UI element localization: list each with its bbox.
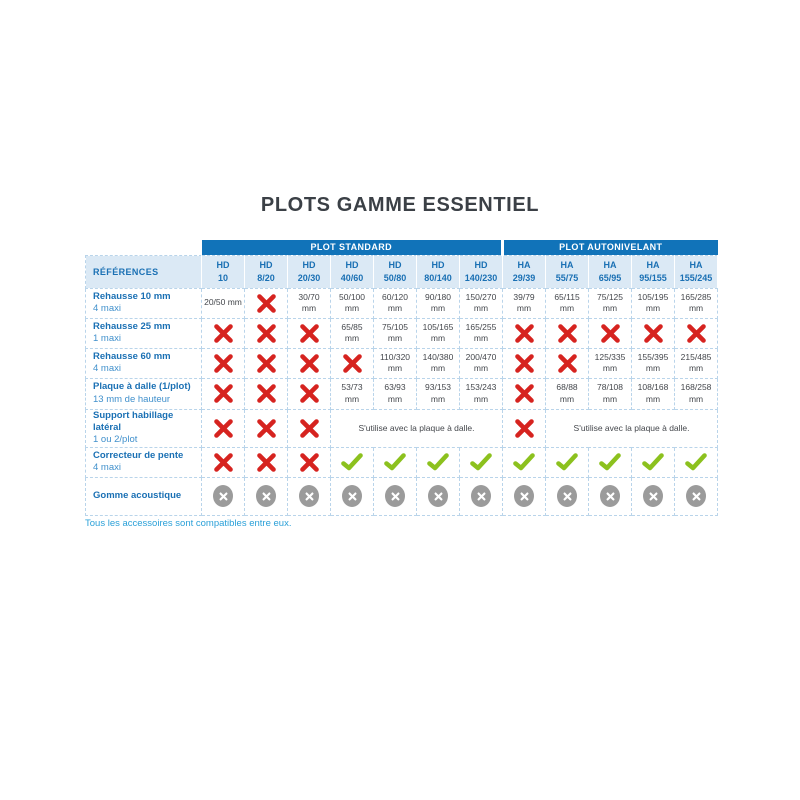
value-cell: 125/335 mm bbox=[589, 348, 632, 378]
incompatible-cell bbox=[288, 378, 331, 409]
row-label: Correcteur de pente 4 maxi bbox=[86, 447, 202, 477]
table-row bbox=[86, 477, 718, 515]
table-body bbox=[86, 288, 718, 515]
compatible-cell bbox=[675, 447, 718, 477]
incompatible-cell bbox=[503, 378, 546, 409]
table-row bbox=[86, 348, 718, 378]
red-cross-icon bbox=[299, 419, 320, 438]
red-cross-icon bbox=[213, 419, 234, 438]
value-cell: 105/165 mm bbox=[417, 318, 460, 348]
value-cell: 93/153 mm bbox=[417, 378, 460, 409]
value-cell: 165/285 mm bbox=[675, 288, 718, 318]
value-cell: 68/88 mm bbox=[546, 378, 589, 409]
acoustic-pad-cell bbox=[460, 477, 503, 515]
incompatible-cell bbox=[503, 348, 546, 378]
row-label: Support habillage latéral 1 ou 2/plot bbox=[86, 409, 202, 447]
red-cross-icon bbox=[299, 324, 320, 343]
incompatible-cell bbox=[245, 447, 288, 477]
red-cross-icon bbox=[342, 354, 363, 373]
table-row bbox=[86, 378, 718, 409]
value-cell: 75/125 mm bbox=[589, 288, 632, 318]
value-cell: 20/50 mm bbox=[202, 288, 245, 318]
column-header-hd-50-80: HD 50/80 bbox=[374, 255, 417, 288]
red-cross-icon bbox=[600, 324, 621, 343]
gray-cross-badge-icon bbox=[471, 485, 491, 507]
column-header-hd-40-60: HD 40/60 bbox=[331, 255, 374, 288]
incompatible-cell bbox=[546, 318, 589, 348]
incompatible-cell bbox=[503, 318, 546, 348]
incompatible-cell bbox=[589, 318, 632, 348]
gray-cross-badge-icon bbox=[213, 485, 233, 507]
row-label: Plaque à dalle (1/plot) 13 mm de hauteur bbox=[86, 378, 202, 409]
compatible-cell bbox=[503, 447, 546, 477]
green-check-icon bbox=[642, 453, 664, 471]
red-cross-icon bbox=[514, 419, 535, 438]
acoustic-pad-cell bbox=[503, 477, 546, 515]
compatible-cell bbox=[374, 447, 417, 477]
column-header-hd-80-140: HD 80/140 bbox=[417, 255, 460, 288]
acoustic-pad-cell bbox=[245, 477, 288, 515]
incompatible-cell bbox=[202, 447, 245, 477]
acoustic-pad-cell bbox=[675, 477, 718, 515]
incompatible-cell bbox=[288, 409, 331, 447]
red-cross-icon bbox=[557, 324, 578, 343]
gray-cross-badge-icon bbox=[299, 485, 319, 507]
red-cross-icon bbox=[256, 453, 277, 472]
red-cross-icon bbox=[256, 354, 277, 373]
acoustic-pad-cell bbox=[288, 477, 331, 515]
value-cell: 150/270 mm bbox=[460, 288, 503, 318]
green-check-icon bbox=[685, 453, 707, 471]
incompatible-cell bbox=[245, 318, 288, 348]
table-row bbox=[86, 447, 718, 477]
green-check-icon bbox=[470, 453, 492, 471]
column-header-hd-140-230: HD 140/230 bbox=[460, 255, 503, 288]
incompatible-cell bbox=[245, 409, 288, 447]
table-row bbox=[86, 318, 718, 348]
table-row bbox=[86, 288, 718, 318]
red-cross-icon bbox=[299, 453, 320, 472]
compatibility-table bbox=[85, 240, 718, 516]
value-cell: 63/93 mm bbox=[374, 378, 417, 409]
red-cross-icon bbox=[514, 324, 535, 343]
compatible-cell bbox=[417, 447, 460, 477]
red-cross-icon bbox=[514, 354, 535, 373]
note-cell: S'utilise avec la plaque à dalle. bbox=[331, 409, 503, 447]
red-cross-icon bbox=[514, 384, 535, 403]
value-cell: 105/195 mm bbox=[632, 288, 675, 318]
incompatible-cell bbox=[288, 318, 331, 348]
compatible-cell bbox=[632, 447, 675, 477]
value-cell: 153/243 mm bbox=[460, 378, 503, 409]
value-cell: 200/470 mm bbox=[460, 348, 503, 378]
red-cross-icon bbox=[213, 453, 234, 472]
column-header-ha-155-245: HA 155/245 bbox=[675, 255, 718, 288]
page-title: PLOTS GAMME ESSENTIEL bbox=[260, 194, 540, 216]
red-cross-icon bbox=[256, 384, 277, 403]
footer-note: Tous les accessoires sont compatibles entre eux. bbox=[85, 518, 292, 529]
column-header-ha-29-39: HA 29/39 bbox=[503, 255, 546, 288]
compatible-cell bbox=[331, 447, 374, 477]
red-cross-icon bbox=[256, 419, 277, 438]
value-cell: 65/85 mm bbox=[331, 318, 374, 348]
value-cell: 165/255 mm bbox=[460, 318, 503, 348]
incompatible-cell bbox=[245, 378, 288, 409]
value-cell: 90/180 mm bbox=[417, 288, 460, 318]
incompatible-cell bbox=[288, 348, 331, 378]
incompatible-cell bbox=[675, 318, 718, 348]
gray-cross-badge-icon bbox=[342, 485, 362, 507]
column-header-hd-8-20: HD 8/20 bbox=[245, 255, 288, 288]
value-cell: 65/115 mm bbox=[546, 288, 589, 318]
value-cell: 140/380 mm bbox=[417, 348, 460, 378]
column-header-ha-55-75: HA 55/75 bbox=[546, 255, 589, 288]
value-cell: 168/258 mm bbox=[675, 378, 718, 409]
row-label: Gomme acoustique bbox=[86, 477, 202, 515]
incompatible-cell bbox=[202, 409, 245, 447]
table-row bbox=[86, 409, 718, 447]
row-label: Rehausse 10 mm 4 maxi bbox=[86, 288, 202, 318]
green-check-icon bbox=[599, 453, 621, 471]
red-cross-icon bbox=[299, 384, 320, 403]
incompatible-cell bbox=[503, 409, 546, 447]
group-header-plot-standard: PLOT STANDARD bbox=[202, 240, 503, 255]
incompatible-cell bbox=[202, 348, 245, 378]
green-check-icon bbox=[556, 453, 578, 471]
gray-cross-badge-icon bbox=[686, 485, 706, 507]
value-cell: 30/70 mm bbox=[288, 288, 331, 318]
gray-cross-badge-icon bbox=[428, 485, 448, 507]
red-cross-icon bbox=[213, 384, 234, 403]
gray-cross-badge-icon bbox=[385, 485, 405, 507]
acoustic-pad-cell bbox=[331, 477, 374, 515]
references-header: RÉFÉRENCES bbox=[86, 255, 202, 288]
gray-cross-badge-icon bbox=[256, 485, 276, 507]
red-cross-icon bbox=[256, 294, 277, 313]
value-cell: 75/105 mm bbox=[374, 318, 417, 348]
row-label: Rehausse 60 mm 4 maxi bbox=[86, 348, 202, 378]
gray-cross-badge-icon bbox=[557, 485, 577, 507]
value-cell: 50/100 mm bbox=[331, 288, 374, 318]
acoustic-pad-cell bbox=[202, 477, 245, 515]
incompatible-cell bbox=[245, 348, 288, 378]
column-header-ha-95-155: HA 95/155 bbox=[632, 255, 675, 288]
compatible-cell bbox=[546, 447, 589, 477]
column-header-hd-20-30: HD 20/30 bbox=[288, 255, 331, 288]
compatible-cell bbox=[460, 447, 503, 477]
acoustic-pad-cell bbox=[546, 477, 589, 515]
red-cross-icon bbox=[213, 324, 234, 343]
group-header-plot-autonivelant: PLOT AUTONIVELANT bbox=[503, 240, 718, 255]
value-cell: 60/120 mm bbox=[374, 288, 417, 318]
red-cross-icon bbox=[557, 354, 578, 373]
red-cross-icon bbox=[686, 324, 707, 343]
acoustic-pad-cell bbox=[417, 477, 460, 515]
acoustic-pad-cell bbox=[374, 477, 417, 515]
incompatible-cell bbox=[331, 348, 374, 378]
red-cross-icon bbox=[299, 354, 320, 373]
column-header-hd-10: HD 10 bbox=[202, 255, 245, 288]
table-head bbox=[86, 240, 718, 288]
green-check-icon bbox=[513, 453, 535, 471]
acoustic-pad-cell bbox=[632, 477, 675, 515]
incompatible-cell bbox=[288, 447, 331, 477]
incompatible-cell bbox=[202, 378, 245, 409]
incompatible-cell bbox=[546, 348, 589, 378]
red-cross-icon bbox=[256, 324, 277, 343]
incompatible-cell bbox=[202, 318, 245, 348]
green-check-icon bbox=[427, 453, 449, 471]
gray-cross-badge-icon bbox=[600, 485, 620, 507]
value-cell: 215/485 mm bbox=[675, 348, 718, 378]
incompatible-cell bbox=[632, 318, 675, 348]
green-check-icon bbox=[341, 453, 363, 471]
gray-cross-badge-icon bbox=[643, 485, 663, 507]
red-cross-icon bbox=[213, 354, 234, 373]
note-cell: S'utilise avec la plaque à dalle. bbox=[546, 409, 718, 447]
column-header-ha-65-95: HA 65/95 bbox=[589, 255, 632, 288]
acoustic-pad-cell bbox=[589, 477, 632, 515]
compatible-cell bbox=[589, 447, 632, 477]
value-cell: 108/168 mm bbox=[632, 378, 675, 409]
gray-cross-badge-icon bbox=[514, 485, 534, 507]
table-corner bbox=[86, 240, 202, 255]
value-cell: 155/395 mm bbox=[632, 348, 675, 378]
value-cell: 78/108 mm bbox=[589, 378, 632, 409]
value-cell: 110/320 mm bbox=[374, 348, 417, 378]
incompatible-cell bbox=[245, 288, 288, 318]
value-cell: 39/79 mm bbox=[503, 288, 546, 318]
red-cross-icon bbox=[643, 324, 664, 343]
green-check-icon bbox=[384, 453, 406, 471]
row-label: Rehausse 25 mm 1 maxi bbox=[86, 318, 202, 348]
value-cell: 53/73 mm bbox=[331, 378, 374, 409]
